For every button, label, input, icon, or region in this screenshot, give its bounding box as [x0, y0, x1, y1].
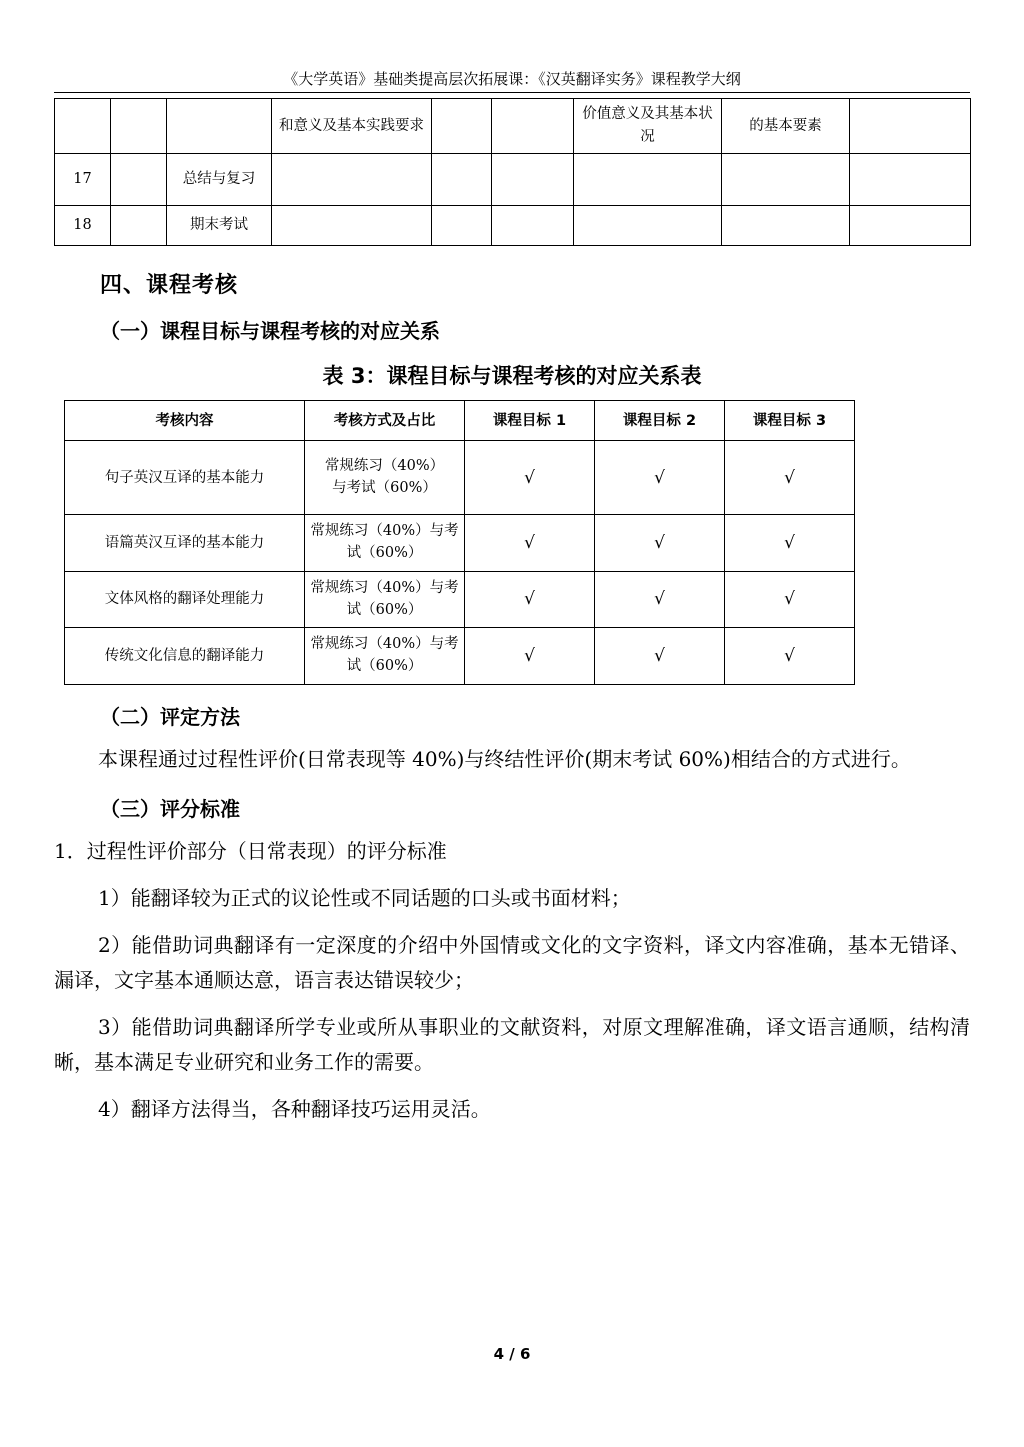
- cell-objective-1: √: [465, 628, 595, 685]
- cell-col3: [272, 154, 432, 206]
- cell-objective-2: √: [595, 571, 725, 628]
- evaluation-method-paragraph: 本课程通过过程性评价(日常表现等 40%)与终结性评价(期末考试 60%)相结合的方式进行。: [98, 746, 911, 771]
- cell-col5: [492, 154, 574, 206]
- table3-caption: 表 3：课程目标与课程考核的对应关系表: [322, 364, 702, 389]
- grading-item-2: 2）能借助词典翻译有一定深度的介绍中外国情或文化的文字资料，译文内容准确，基本无错译、漏译，文字基本通顺达意，语言表达错误较少；: [54, 932, 970, 992]
- table-row: [55, 206, 971, 246]
- cell-objective-1: √: [465, 571, 595, 628]
- column-header-content: 考核内容: [65, 401, 305, 441]
- cell-col6: 价值意义及其基本状况: [574, 99, 722, 154]
- grading-intro: 1．过程性评价部分（日常表现）的评分标准: [54, 838, 447, 863]
- column-header-objective-1: 课程目标 1: [465, 401, 595, 441]
- cell-col7: 的基本要素: [722, 99, 850, 154]
- column-header-objective-3: 课程目标 3: [725, 401, 855, 441]
- cell-blank: [111, 99, 167, 154]
- cell-col5: [492, 206, 574, 246]
- cell-col3: 和意义及基本实践要求: [272, 99, 432, 154]
- cell-objective-3: √: [725, 441, 855, 515]
- cell-col3: [272, 206, 432, 246]
- cell-topic: [167, 99, 272, 154]
- cell-objective-1: √: [465, 515, 595, 572]
- cell-objective-2: √: [595, 628, 725, 685]
- cell-objective-2: √: [595, 441, 725, 515]
- subsection-heading-1: （一）课程目标与课程考核的对应关系: [100, 319, 440, 344]
- cell-col7: [722, 154, 850, 206]
- cell-col8: [850, 99, 971, 154]
- grading-item-4: 4）翻译方法得当，各种翻译技巧运用灵活。: [98, 1096, 491, 1121]
- running-header: 《大学英语》基础类提高层次拓展课：《汉英翻译实务》课程教学大纲: [283, 70, 741, 88]
- table-row: [55, 154, 971, 206]
- cell-objective-2: √: [595, 515, 725, 572]
- cell-col5: [492, 99, 574, 154]
- cell-col4: [432, 99, 492, 154]
- table-row: [65, 628, 855, 685]
- grading-item-1: 1）能翻译较为正式的议论性或不同话题的口头或书面材料；: [98, 885, 631, 910]
- cell-col6: [574, 206, 722, 246]
- column-header-method: 考核方式及占比: [305, 401, 465, 441]
- section-heading: 四、课程考核: [100, 273, 239, 299]
- subsection-heading-2: （二）评定方法: [100, 704, 240, 729]
- cell-topic: 期末考试: [167, 206, 272, 246]
- table-row: [65, 441, 855, 515]
- page-number: 4 / 6: [493, 1345, 531, 1363]
- grading-item-3: 3）能借助词典翻译所学专业或所从事职业的文献资料，对原文理解准确，译文语言通顺，结构清晰，基本满足专业研究和业务工作的需要。: [54, 1014, 970, 1074]
- cell-method: 常规练习（40%）与考试（60%）: [305, 571, 465, 628]
- page-content: [54, 98, 970, 1139]
- table-row: [65, 571, 855, 628]
- cell-num: 18: [55, 206, 111, 246]
- cell-blank: [111, 206, 167, 246]
- header-divider: [54, 92, 970, 93]
- cell-col7: [722, 206, 850, 246]
- table-header-row: [65, 401, 855, 441]
- subsection-heading-3: （三）评分标准: [100, 796, 240, 821]
- cell-content: 句子英汉互译的基本能力: [65, 441, 305, 515]
- objectives-assessment-table: [64, 400, 855, 685]
- cell-col6: [574, 154, 722, 206]
- cell-method: 常规练习（40%）与考试（60%）: [305, 515, 465, 572]
- cell-content: 传统文化信息的翻译能力: [65, 628, 305, 685]
- table-row: [55, 99, 971, 154]
- cell-content: 文体风格的翻译处理能力: [65, 571, 305, 628]
- cell-method: 常规练习（40%）与考试（60%）: [305, 628, 465, 685]
- cell-num: 17: [55, 154, 111, 206]
- cell-objective-1: √: [465, 441, 595, 515]
- cell-objective-3: √: [725, 571, 855, 628]
- cell-objective-3: √: [725, 515, 855, 572]
- column-header-objective-2: 课程目标 2: [595, 401, 725, 441]
- cell-col4: [432, 154, 492, 206]
- cell-col4: [432, 206, 492, 246]
- cell-col8: [850, 154, 971, 206]
- cell-objective-3: √: [725, 628, 855, 685]
- cell-method: 常规练习（40%）与考试（60%）: [305, 441, 465, 515]
- cell-num: [55, 99, 111, 154]
- cell-col8: [850, 206, 971, 246]
- schedule-table-continued: [54, 98, 971, 246]
- table-row: [65, 515, 855, 572]
- cell-topic: 总结与复习: [167, 154, 272, 206]
- cell-content: 语篇英汉互译的基本能力: [65, 515, 305, 572]
- cell-blank: [111, 154, 167, 206]
